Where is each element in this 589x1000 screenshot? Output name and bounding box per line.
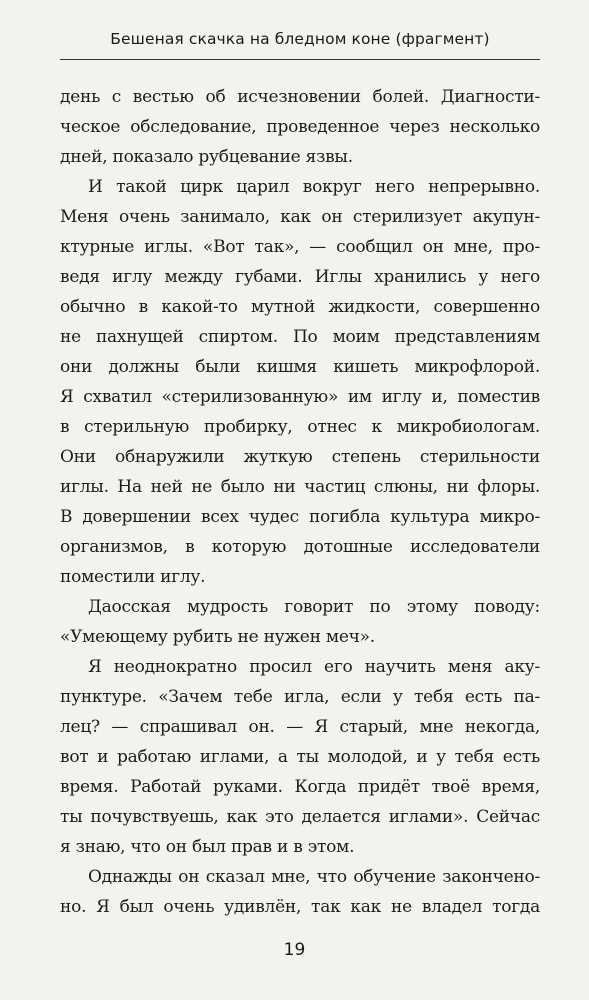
header-rule <box>60 59 540 60</box>
text-line: но. Я был очень удивлён, так как не владел тогда <box>60 897 540 917</box>
text-line: поместили иглу. <box>60 567 206 587</box>
text-line: И такой цирк царил вокруг него непрерывно. <box>88 177 540 197</box>
text-line: пунктуре. «Зачем тебе игла, если у тебя есть па- <box>60 687 540 707</box>
text-line: ческое обследование, проведенное через несколько <box>60 117 540 137</box>
text-line: в стерильную пробирку, отнес к микробиологам. <box>60 417 540 437</box>
text-line: организмов, в которую дотошные исследователи <box>60 537 540 557</box>
text-line: Я неоднократно просил его научить меня аку- <box>88 657 540 677</box>
text-line: В довершении всех чудес погибла культура микро- <box>60 507 540 527</box>
text-line: Даосская мудрость говорит по этому поводу: <box>88 597 540 617</box>
text-line: иглы. На ней не было ни частиц слюны, ни флоры. <box>60 477 540 497</box>
text-line: они должны были кишмя кишеть микрофлорой. <box>60 357 540 377</box>
text-line: Меня очень занимало, как он стерилизует акупун- <box>60 207 540 227</box>
text-line: дней, показало рубцевание язвы. <box>60 147 353 167</box>
text-line: вот и работаю иглами, а ты молодой, и у тебя есть <box>60 747 540 767</box>
text-line: Я схватил «стерилизованную» им иглу и, поместив <box>60 387 540 407</box>
text-line: ведя иглу между губами. Иглы хранились у него <box>60 267 540 287</box>
text-line: я знаю, что он был прав и в этом. <box>60 837 355 857</box>
text-line: ктурные иглы. «Вот так», — сообщил он мне, про- <box>60 237 540 257</box>
running-head: Бешеная скачка на бледном коне (фрагмент) <box>110 30 490 48</box>
text-line: обычно в какой-то мутной жидкости, совершенно <box>60 297 540 317</box>
text-line: время. Работай руками. Когда придёт твоё время, <box>60 777 540 797</box>
text-line: «Умеющему рубить не нужен меч». <box>60 627 375 647</box>
body-text <box>60 82 540 922</box>
page-number: 19 <box>283 940 306 960</box>
text-line: Они обнаружили жуткую степень стерильности <box>60 447 540 467</box>
text-line: Однажды он сказал мне, что обучение закончено- <box>88 867 540 887</box>
text-line: лец? — спрашивал он. — Я старый, мне некогда, <box>60 717 540 737</box>
text-line: ты почувствуешь, как это делается иглами». Сейчас <box>60 807 540 827</box>
text-line: день с вестью об исчезновении болей. Диагности- <box>60 87 540 107</box>
text-line: не пахнущей спиртом. По моим представлениям <box>60 327 540 347</box>
